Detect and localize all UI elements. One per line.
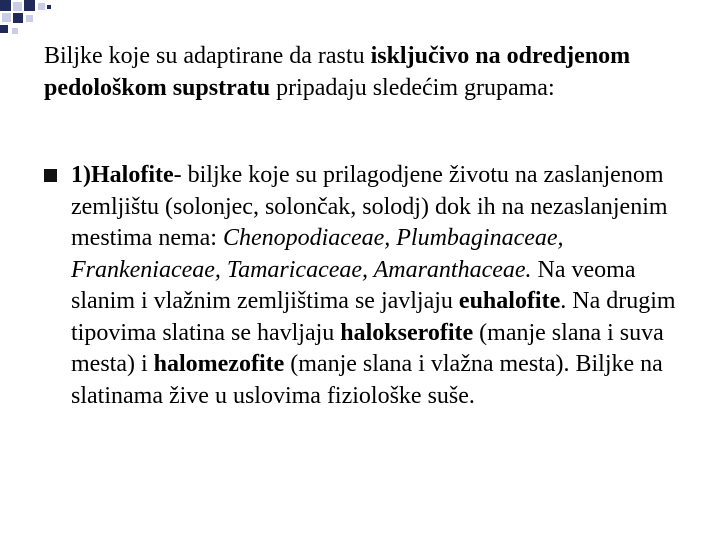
intro-emphasis: isključivo na odredjenom pedološkom supstratu bbox=[44, 43, 631, 101]
bullet-text bbox=[71, 160, 696, 412]
bullet-text-part: Na veoma slanim i vlažnim zemljištima se javljaju bbox=[71, 256, 636, 314]
bullet-text-part: . Na drugim tipovima slatina se havljaju bbox=[71, 288, 676, 346]
intro-paragraph bbox=[44, 40, 694, 104]
term-halokserofite: halokserofite bbox=[340, 319, 474, 346]
term-euhalofite: euhalofite bbox=[458, 288, 561, 314]
intro-text: Biljke koje su adaptirane da rastu bbox=[44, 43, 371, 69]
intro-text-end: pripadaju sledećim grupama: bbox=[270, 75, 555, 101]
bullet-text-part: - biljke koje su prilagodjene životu na zaslanjenom zemljištu (solonjec, solončak, solodj) dok ih na nezaslanjenim mestima nema: bbox=[71, 162, 668, 251]
corner-decoration-icon bbox=[0, 0, 60, 40]
term-halomezofite: halomezofite bbox=[153, 351, 285, 377]
bullet-heading: 1)Halofite bbox=[71, 162, 174, 188]
bullet-text-part: (manje slana i vlažna mesta). Biljke na slatinama žive u uslovima fiziološke suše. bbox=[71, 351, 663, 409]
square-bullet-icon bbox=[44, 169, 57, 182]
plant-families: Chenopodiaceae, Plumbaginaceae, Frankeniaceae, Tamaricaceae, Amaranthaceae. bbox=[71, 225, 564, 283]
bullet-text-part: (manje slana i suva mesta) i bbox=[71, 319, 664, 377]
